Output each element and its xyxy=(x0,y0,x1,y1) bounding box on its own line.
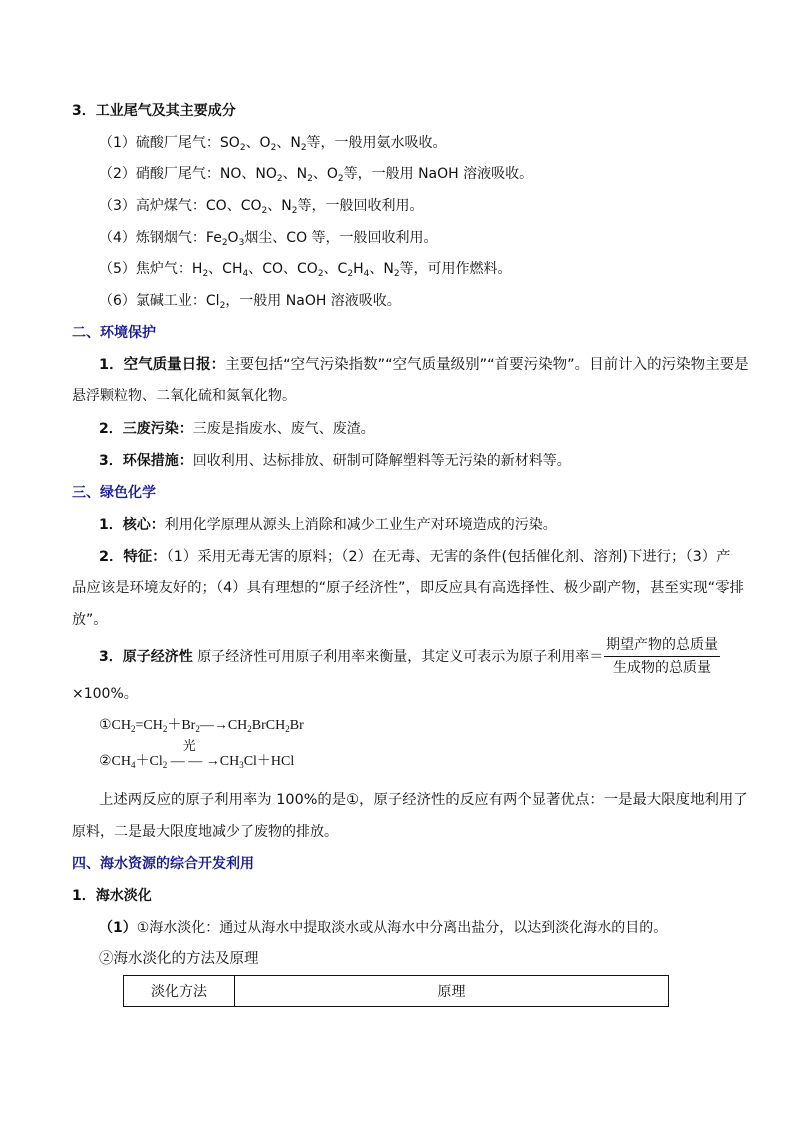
paragraph-desalination-methods: ②海水淡化的方法及原理 xyxy=(99,951,259,967)
paragraph-desalination-def: （1）①海水淡化：通过从海水中提取淡水或从海水中分离出盐分，以达到淡化海水的目的。 xyxy=(99,920,668,936)
equation-2: $②CH_4+Cl_2$ 光 — — $\to CH_3Cl+HCl$ xyxy=(99,738,295,770)
desalination-table xyxy=(123,975,669,1007)
paragraph-atom-economy: 3．原子经济性 原子经济性可用原子利用率来衡量，其定义可表示为原子利用率＝ xyxy=(99,649,604,665)
equation-1: $①CH_2=CH_2+Br_2—\to CH_2BrCH_2Br$ xyxy=(99,718,304,734)
paragraph-atom-economy-tail: ×100%。 xyxy=(72,686,138,702)
paragraph-features: 2．特征：（1）采用无毒无害的原料；（2）在无毒、无害的条件(包括催化剂、溶剂)下进行；（3）产 xyxy=(99,549,731,565)
paragraph-three-wastes: 2．三废污染：三废是指废水、废气、废渣。 xyxy=(99,421,375,437)
list-item: （2）硝酸厂尾气：NO、$NO_2$、$N_2$、$O_2$等，一般用 NaOH 溶液吸收。 xyxy=(99,166,534,184)
list-item: （1）硫酸厂尾气：$SO_2$、$O_2$、$N_2$等，一般用氨水吸收。 xyxy=(99,135,447,153)
fraction-numerator: 期望产物的总质量 xyxy=(606,637,718,653)
paragraph-env-measures: 3．环保措施：回收利用、达标排放、研制可降解塑料等无污染的新材料等。 xyxy=(99,453,571,469)
heading-seawater-resources: 四、海水资源的综合开发利用 xyxy=(72,856,254,872)
paragraph-core: 1．核心：利用化学原理从源头上消除和减少工业生产对环境造成的污染。 xyxy=(99,517,557,533)
paragraph-features-cont2: 放”。 xyxy=(72,612,108,628)
atom-utilization-fraction xyxy=(604,636,720,677)
paragraph-summary-cont: 原料，二是最大限度地减少了废物的排放。 xyxy=(72,824,338,840)
heading-environment-protection: 二、环境保护 xyxy=(72,325,156,341)
subheading-desalination: 1．海水淡化 xyxy=(72,888,152,904)
paragraph-air-quality-cont: 悬浮颗粒物、二氧化硫和氮氧化物。 xyxy=(72,388,296,404)
table-row xyxy=(124,976,669,1007)
table-header-method: 淡化方法 xyxy=(124,976,235,1007)
section-title-industrial-exhaust: 3．工业尾气及其主要成分 xyxy=(72,103,236,119)
list-item: （6）氯碱工业：$Cl_2$，一般用 NaOH 溶液吸收。 xyxy=(99,293,401,311)
fraction-denominator: 生成物的总质量 xyxy=(613,660,711,676)
list-item: （4）炼钢烟气：$Fe_2O_3$烟尘、CO 等，一般回收利用。 xyxy=(99,230,438,248)
list-item: （5）焦炉气：$H_2$、$CH_4$、CO、$CO_2$、$C_2H_4$、$N_2$等，可用作燃料。 xyxy=(99,261,512,279)
paragraph-features-cont1: 品应该是环境友好的；（4）具有理想的“原子经济性”，即反应具有高选择性、极少副产物，甚至实现“零排 xyxy=(72,580,744,596)
heading-green-chemistry: 三、绿色化学 xyxy=(72,485,156,501)
paragraph-summary: 上述两反应的原子利用率为 100%的是①，原子经济性的反应有两个显著优点：一是最大限度地利用了 xyxy=(99,792,748,808)
reaction-arrow: 光 — — → xyxy=(170,738,220,769)
fraction-bar xyxy=(604,656,720,657)
reaction-condition-light: 光 xyxy=(182,738,196,753)
table-header-principle: 原理 xyxy=(235,976,669,1007)
paragraph-air-quality: 1．空气质量日报：主要包括“空气污染指数”“空气质量级别”“首要污染物”。目前计入的污染物主要是 xyxy=(99,357,749,373)
list-item: （3）高炉煤气：CO、$CO_2$、$N_2$等，一般回收利用。 xyxy=(99,198,424,216)
